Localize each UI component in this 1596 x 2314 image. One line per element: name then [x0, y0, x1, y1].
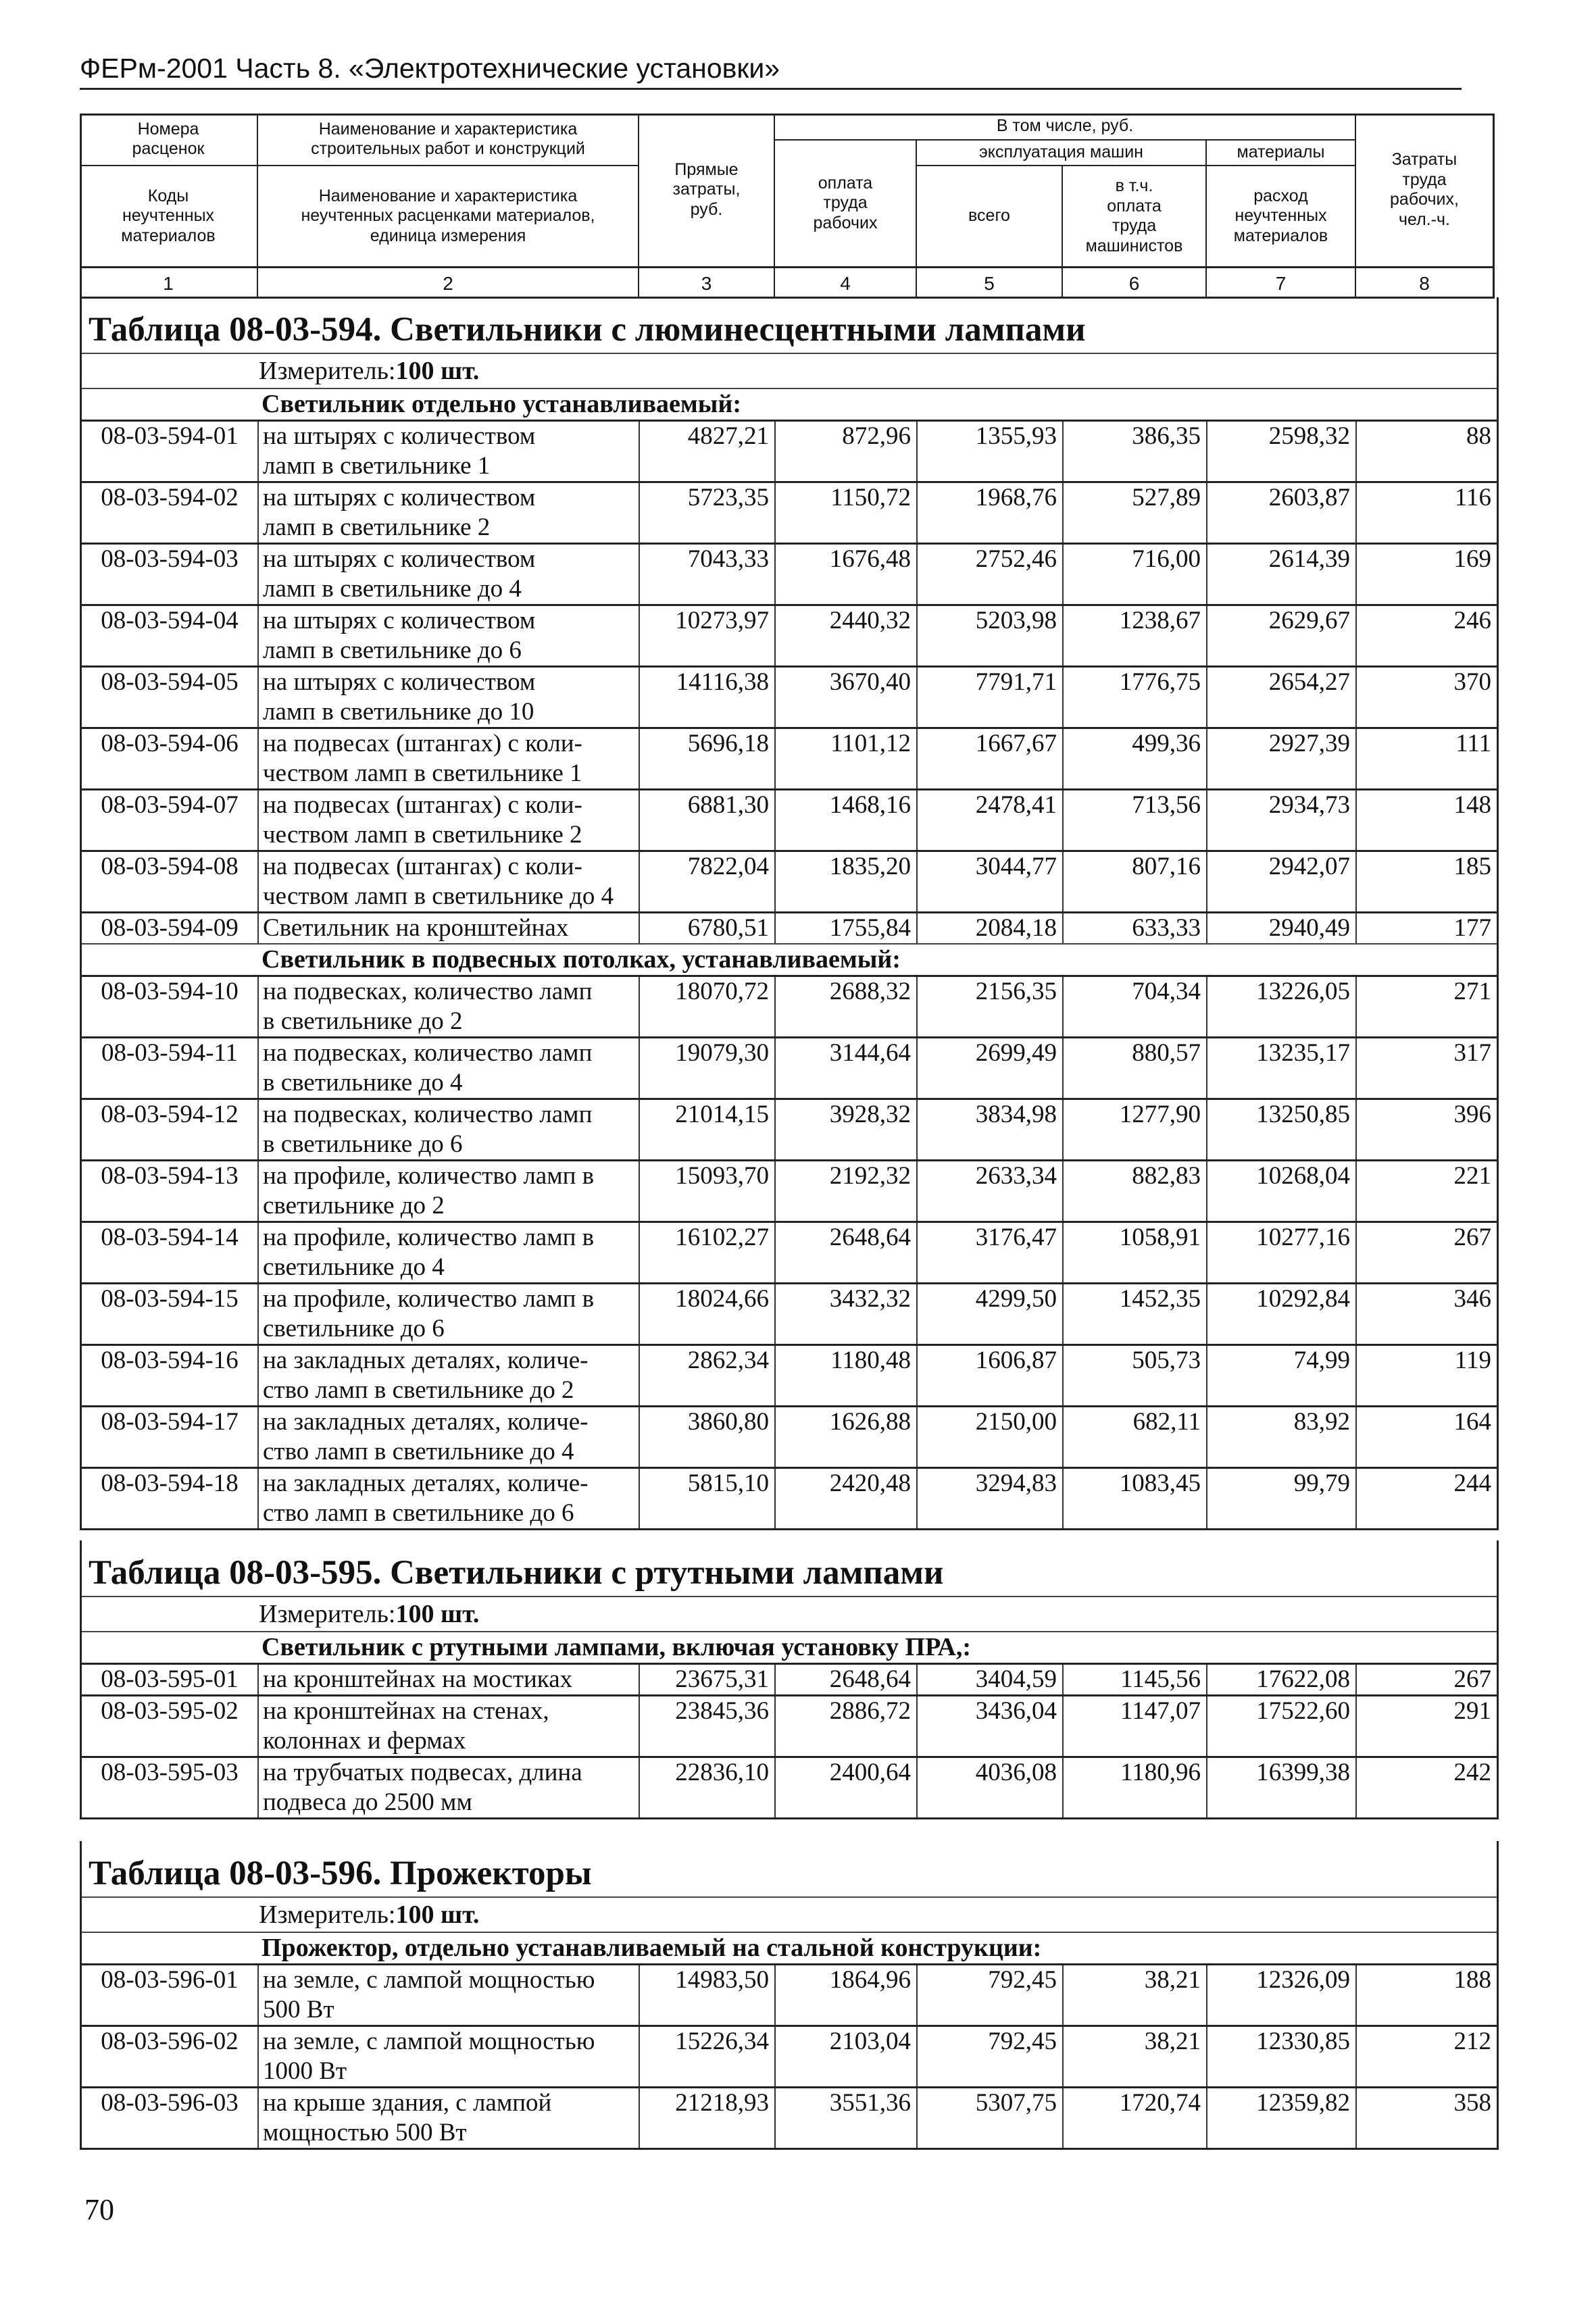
- measure-value: 100 шт.: [395, 357, 480, 385]
- direct-costs: 19079,30: [640, 1038, 776, 1098]
- measure-row: [82, 1596, 1497, 1631]
- column-number: 1: [163, 273, 174, 295]
- work-description: на крыше здания, с лампой мощностью 500 Вт: [259, 2088, 640, 2148]
- machines-total: 2150,00: [918, 1407, 1064, 1467]
- material-costs: 2598,32: [1207, 422, 1357, 481]
- machinist-pay: 38,21: [1064, 1965, 1207, 2025]
- labor-pay: 2648,64: [776, 1665, 918, 1694]
- header-material-name: Наименование и характеристика неучтенных расценками материалов, единица измерения: [301, 186, 595, 245]
- table-title: Таблица 08-03-596. Прожекторы: [89, 1855, 592, 1892]
- direct-costs: 18024,66: [640, 1284, 776, 1344]
- column-number: 7: [1275, 273, 1287, 295]
- measure-label: Измеритель:: [259, 1600, 396, 1628]
- table-row: [82, 2086, 1497, 2148]
- labor-pay: 1864,96: [776, 1965, 918, 2025]
- rate-code: 08-03-594-10: [82, 977, 259, 1036]
- machinist-pay: 505,73: [1064, 1346, 1207, 1405]
- machinist-pay: 633,33: [1064, 913, 1207, 943]
- column-number: 5: [984, 273, 995, 295]
- table-title: Таблица 08-03-595. Светильники с ртутными лампами: [89, 1554, 944, 1592]
- direct-costs: 5696,18: [640, 729, 776, 788]
- direct-costs: 7822,04: [640, 852, 776, 911]
- rate-code: 08-03-596-03: [82, 2088, 259, 2148]
- machines-total: 3176,47: [918, 1223, 1064, 1282]
- rate-code: 08-03-594-11: [82, 1038, 259, 1098]
- work-description: на штырях с количеством ламп в светильнике до 6: [259, 606, 640, 665]
- table-row: [82, 1756, 1497, 1817]
- direct-costs: 6780,51: [640, 913, 776, 943]
- table-row: [82, 665, 1497, 727]
- labor-pay: 3670,40: [776, 668, 918, 727]
- work-description: на закладных деталях, количе- ство ламп в светильнике до 2: [259, 1346, 640, 1405]
- material-costs: 2654,27: [1207, 668, 1357, 727]
- labor-hours: 119: [1454, 1347, 1491, 1374]
- direct-costs: 7043,33: [640, 545, 776, 604]
- direct-costs: 14983,50: [640, 1965, 776, 2025]
- rate-table: [80, 1841, 1499, 2150]
- table-row: [82, 481, 1497, 543]
- rate-code: 08-03-594-04: [82, 606, 259, 665]
- labor-pay: 2688,32: [776, 977, 918, 1036]
- labor-pay: 2440,32: [776, 606, 918, 665]
- machines-total: 5307,75: [918, 2088, 1064, 2148]
- material-costs: 10268,04: [1207, 1161, 1357, 1221]
- labor-hours: 185: [1453, 853, 1491, 880]
- rate-code: 08-03-594-02: [82, 483, 259, 543]
- rate-code: 08-03-594-01: [82, 422, 259, 481]
- labor-pay: 2420,48: [776, 1469, 918, 1528]
- machinist-pay: 716,00: [1064, 545, 1207, 604]
- machinist-pay: 1776,75: [1064, 668, 1207, 727]
- header-labor-hours: Затраты труда рабочих, чел.-ч.: [1390, 150, 1459, 229]
- labor-pay: 1180,48: [776, 1346, 918, 1405]
- table-row: [82, 975, 1497, 1036]
- labor-pay: 2886,72: [776, 1696, 918, 1756]
- labor-hours: 244: [1453, 1469, 1491, 1497]
- group-heading: Светильник с ртутными лампами, включая установку ПРА,:: [82, 1631, 1497, 1663]
- measure-value: 100 шт.: [395, 1901, 480, 1929]
- machinist-pay: 1180,96: [1064, 1758, 1207, 1817]
- material-costs: 2614,39: [1207, 545, 1357, 604]
- table-title: Таблица 08-03-594. Светильники с люминесцентными лампами: [89, 311, 1086, 349]
- machinist-pay: 713,56: [1064, 790, 1207, 850]
- labor-hours: 164: [1453, 1408, 1491, 1436]
- machines-total: 2699,49: [918, 1038, 1064, 1098]
- machinist-pay: 386,35: [1064, 422, 1207, 481]
- table-row: [82, 911, 1497, 943]
- work-description: на подвесах (штангах) с коли- чеством ламп в светильнике 1: [259, 729, 640, 788]
- labor-pay: 3144,64: [776, 1038, 918, 1098]
- table-row: [82, 1344, 1497, 1405]
- machinist-pay: 527,89: [1064, 483, 1207, 543]
- machinist-pay: 882,83: [1064, 1161, 1207, 1221]
- table-row: [82, 420, 1497, 481]
- rate-code: 08-03-596-02: [82, 2027, 259, 2086]
- labor-pay: 3928,32: [776, 1100, 918, 1159]
- table-row: [82, 1405, 1497, 1467]
- machines-total: 2156,35: [918, 977, 1064, 1036]
- table-row: [82, 1036, 1497, 1098]
- work-description: на кронштейнах на мостиках: [259, 1665, 640, 1694]
- header-machines-group: эксплуатация машин: [979, 143, 1143, 162]
- labor-hours: 169: [1453, 545, 1491, 573]
- material-costs: 16399,38: [1207, 1758, 1357, 1817]
- labor-pay: 1676,48: [776, 545, 918, 604]
- labor-pay: 1150,72: [776, 483, 918, 543]
- work-description: на подвесах (штангах) с коли- чеством ламп в светильнике 2: [259, 790, 640, 850]
- table-row: [82, 1694, 1497, 1756]
- material-costs: 10277,16: [1207, 1223, 1357, 1282]
- direct-costs: 21014,15: [640, 1100, 776, 1159]
- measure-value: 100 шт.: [395, 1600, 480, 1628]
- work-description: на кронштейнах на стенах, колоннах и фермах: [259, 1696, 640, 1756]
- machinist-pay: 1145,56: [1064, 1665, 1207, 1694]
- work-description: на закладных деталях, количе- ство ламп в светильнике до 6: [259, 1469, 640, 1528]
- labor-hours: 221: [1453, 1162, 1491, 1190]
- material-costs: 83,92: [1207, 1407, 1357, 1467]
- labor-hours: 111: [1455, 730, 1491, 757]
- rate-code: 08-03-594-14: [82, 1223, 259, 1282]
- material-costs: 13226,05: [1207, 977, 1357, 1036]
- machines-total: 792,45: [918, 2027, 1064, 2086]
- labor-pay: 2648,64: [776, 1223, 918, 1282]
- material-costs: 2629,67: [1207, 606, 1357, 665]
- labor-pay: 872,96: [776, 422, 918, 481]
- labor-hours: 188: [1453, 1966, 1491, 1994]
- table-row: [82, 1159, 1497, 1221]
- rate-code: 08-03-596-01: [82, 1965, 259, 2025]
- direct-costs: 23845,36: [640, 1696, 776, 1756]
- labor-pay: 1835,20: [776, 852, 918, 911]
- machinist-pay: 682,11: [1064, 1407, 1207, 1467]
- machinist-pay: 1452,35: [1064, 1284, 1207, 1344]
- machines-total: 3436,04: [918, 1696, 1064, 1756]
- header-labor-pay: оплата труда рабочих: [813, 173, 878, 232]
- column-number: 2: [443, 273, 453, 295]
- material-costs: 74,99: [1207, 1346, 1357, 1405]
- machines-total: 4036,08: [918, 1758, 1064, 1817]
- work-description: на подвесках, количество ламп в светильнике до 4: [259, 1038, 640, 1098]
- machinist-pay: 1277,90: [1064, 1100, 1207, 1159]
- machines-total: 1355,93: [918, 422, 1064, 481]
- rate-code: 08-03-594-06: [82, 729, 259, 788]
- machinist-pay: 880,57: [1064, 1038, 1207, 1098]
- labor-pay: 1101,12: [776, 729, 918, 788]
- work-description: на профиле, количество ламп в светильнике до 2: [259, 1161, 640, 1221]
- material-costs: 12330,85: [1207, 2027, 1357, 2086]
- labor-hours: 246: [1453, 607, 1491, 634]
- labor-hours: 177: [1453, 914, 1491, 942]
- machines-total: 1606,87: [918, 1346, 1064, 1405]
- direct-costs: 18070,72: [640, 977, 776, 1036]
- work-description: на подвесах (штангах) с коли- чеством ламп в светильнике до 4: [259, 852, 640, 911]
- work-description: на профиле, количество ламп в светильнике до 4: [259, 1223, 640, 1282]
- table-row: [82, 1098, 1497, 1159]
- machines-total: 3404,59: [918, 1665, 1064, 1694]
- labor-pay: 3551,36: [776, 2088, 918, 2148]
- header-machines-total: всего: [968, 206, 1010, 226]
- labor-hours: 116: [1454, 484, 1491, 511]
- labor-hours: 346: [1453, 1285, 1491, 1313]
- material-costs: 10292,84: [1207, 1284, 1357, 1344]
- material-costs: 2942,07: [1207, 852, 1357, 911]
- material-costs: 17522,60: [1207, 1696, 1357, 1756]
- machinist-pay: 1147,07: [1064, 1696, 1207, 1756]
- work-description: на земле, с лампой мощностью 500 Вт: [259, 1965, 640, 2025]
- table-row: [82, 1221, 1497, 1282]
- direct-costs: 23675,31: [640, 1665, 776, 1694]
- machines-total: 1968,76: [918, 483, 1064, 543]
- rate-code: 08-03-594-13: [82, 1161, 259, 1221]
- table-row: [82, 2025, 1497, 2086]
- direct-costs: 15226,34: [640, 2027, 776, 2086]
- header-work-name: Наименование и характеристика строительных работ и конструкций: [311, 119, 585, 158]
- machines-total: 4299,50: [918, 1284, 1064, 1344]
- machinist-pay: 1083,45: [1064, 1469, 1207, 1528]
- direct-costs: 14116,38: [640, 668, 776, 727]
- machinist-pay: 807,16: [1064, 852, 1207, 911]
- rate-code: 08-03-595-02: [82, 1696, 259, 1756]
- header-material-codes: Коды неучтенных материалов: [121, 186, 216, 245]
- measure-row: [82, 1896, 1497, 1932]
- header-including-group: В том числе, руб.: [996, 116, 1134, 136]
- labor-hours: 267: [1453, 1224, 1491, 1251]
- machines-total: 3294,83: [918, 1469, 1064, 1528]
- table-row: [82, 543, 1497, 604]
- header-direct-costs: Прямые затраты, руб.: [672, 159, 741, 219]
- direct-costs: 5723,35: [640, 483, 776, 543]
- material-costs: 2940,49: [1207, 913, 1357, 943]
- rate-code: 08-03-594-07: [82, 790, 259, 850]
- labor-pay: 1626,88: [776, 1407, 918, 1467]
- machines-total: 2478,41: [918, 790, 1064, 850]
- column-number: 8: [1419, 273, 1430, 295]
- rate-code: 08-03-594-15: [82, 1284, 259, 1344]
- direct-costs: 2862,34: [640, 1346, 776, 1405]
- machines-total: 7791,71: [918, 668, 1064, 727]
- column-number: 6: [1128, 273, 1140, 295]
- labor-pay: 1755,84: [776, 913, 918, 943]
- labor-hours: 396: [1453, 1101, 1491, 1128]
- rate-table: [80, 297, 1499, 1530]
- material-costs: 2927,39: [1207, 729, 1357, 788]
- direct-costs: 6881,30: [640, 790, 776, 850]
- work-description: на подвесках, количество ламп в светильнике до 6: [259, 1100, 640, 1159]
- labor-hours: 358: [1453, 2089, 1491, 2117]
- direct-costs: 21218,93: [640, 2088, 776, 2148]
- page-number: 70: [84, 2193, 114, 2226]
- machinist-pay: 38,21: [1064, 2027, 1207, 2086]
- labor-hours: 148: [1453, 791, 1491, 819]
- machinist-pay: 704,34: [1064, 977, 1207, 1036]
- labor-hours: 317: [1453, 1039, 1491, 1067]
- table-row: [82, 1282, 1497, 1344]
- header-machinist-pay: в т.ч. оплата труда машинистов: [1085, 176, 1183, 255]
- work-description: на профиле, количество ламп в светильнике до 6: [259, 1284, 640, 1344]
- measure-row: [82, 353, 1497, 388]
- direct-costs: 4827,21: [640, 422, 776, 481]
- labor-pay: 2192,32: [776, 1161, 918, 1221]
- machinist-pay: 499,36: [1064, 729, 1207, 788]
- table-row: [82, 1963, 1497, 2025]
- machinist-pay: 1238,67: [1064, 606, 1207, 665]
- work-description: на штырях с количеством ламп в светильнике 1: [259, 422, 640, 481]
- group-heading: Прожектор, отдельно устанавливаемый на стальной конструкции:: [82, 1932, 1497, 1963]
- work-description: на земле, с лампой мощностью 1000 Вт: [259, 2027, 640, 2086]
- rate-code: 08-03-594-17: [82, 1407, 259, 1467]
- material-costs: 13250,85: [1207, 1100, 1357, 1159]
- page-header: ФЕРм-2001 Часть 8. «Электротехнические установки»: [80, 53, 780, 84]
- group-heading: Светильник отдельно устанавливаемый:: [82, 388, 1497, 420]
- material-costs: 13235,17: [1207, 1038, 1357, 1098]
- labor-hours: 88: [1466, 422, 1491, 450]
- rate-code: 08-03-594-05: [82, 668, 259, 727]
- header-rule: [80, 88, 1462, 90]
- material-costs: 2603,87: [1207, 483, 1357, 543]
- direct-costs: 15093,70: [640, 1161, 776, 1221]
- rate-code: 08-03-594-08: [82, 852, 259, 911]
- header-materials-group: материалы: [1237, 143, 1325, 162]
- direct-costs: 16102,27: [640, 1223, 776, 1282]
- labor-hours: 271: [1453, 978, 1491, 1005]
- rate-code: 08-03-595-01: [82, 1665, 259, 1694]
- rate-code: 08-03-594-09: [82, 913, 259, 943]
- labor-hours: 242: [1453, 1759, 1491, 1786]
- machines-total: 3044,77: [918, 852, 1064, 911]
- machines-total: 5203,98: [918, 606, 1064, 665]
- rate-code: 08-03-594-03: [82, 545, 259, 604]
- header-codes: Номера расценок: [132, 119, 205, 158]
- direct-costs: 10273,97: [640, 606, 776, 665]
- header-material-use: расход неучтенных материалов: [1233, 186, 1328, 245]
- labor-pay: 2103,04: [776, 2027, 918, 2086]
- machinist-pay: 1720,74: [1064, 2088, 1207, 2148]
- rate-table: [80, 1540, 1499, 1819]
- machines-total: 2752,46: [918, 545, 1064, 604]
- direct-costs: 22836,10: [640, 1758, 776, 1817]
- labor-hours: 212: [1453, 2028, 1491, 2055]
- table-row: [82, 850, 1497, 911]
- machines-total: 1667,67: [918, 729, 1064, 788]
- group-heading: Светильник в подвесных потолках, устанавливаемый:: [82, 943, 1497, 975]
- labor-hours: 370: [1453, 668, 1491, 696]
- column-number: 3: [701, 273, 712, 295]
- material-costs: 12359,82: [1207, 2088, 1357, 2148]
- work-description: на закладных деталях, количе- ство ламп в светильнике до 4: [259, 1407, 640, 1467]
- direct-costs: 3860,80: [640, 1407, 776, 1467]
- table-row: [82, 1467, 1497, 1528]
- table-row: [82, 727, 1497, 788]
- material-costs: 12326,09: [1207, 1965, 1357, 2025]
- machines-total: 2633,34: [918, 1161, 1064, 1221]
- measure-label: Измеритель:: [259, 357, 396, 385]
- labor-hours: 267: [1453, 1665, 1491, 1693]
- material-costs: 17622,08: [1207, 1665, 1357, 1694]
- work-description: на штырях с количеством ламп в светильнике до 4: [259, 545, 640, 604]
- measure-label: Измеритель:: [259, 1901, 396, 1929]
- work-description: на подвесках, количество ламп в светильнике до 2: [259, 977, 640, 1036]
- work-description: Светильник на кронштейнах: [259, 913, 640, 943]
- work-description: на трубчатых подвесах, длина подвеса до 2500 мм: [259, 1758, 640, 1817]
- labor-pay: 2400,64: [776, 1758, 918, 1817]
- work-description: на штырях с количеством ламп в светильнике 2: [259, 483, 640, 543]
- machinist-pay: 1058,91: [1064, 1223, 1207, 1282]
- labor-hours: 291: [1453, 1697, 1491, 1725]
- table-row: [82, 604, 1497, 665]
- table-row: [82, 788, 1497, 850]
- rate-code: 08-03-594-18: [82, 1469, 259, 1528]
- direct-costs: 5815,10: [640, 1469, 776, 1528]
- material-costs: 2934,73: [1207, 790, 1357, 850]
- rate-code: 08-03-595-03: [82, 1758, 259, 1817]
- table-row: [82, 1663, 1497, 1694]
- column-header: [80, 114, 1495, 297]
- labor-pay: 3432,32: [776, 1284, 918, 1344]
- rate-code: 08-03-594-12: [82, 1100, 259, 1159]
- rate-code: 08-03-594-16: [82, 1346, 259, 1405]
- column-number: 4: [840, 273, 851, 295]
- machines-total: 3834,98: [918, 1100, 1064, 1159]
- machines-total: 2084,18: [918, 913, 1064, 943]
- material-costs: 99,79: [1207, 1469, 1357, 1528]
- machines-total: 792,45: [918, 1965, 1064, 2025]
- work-description: на штырях с количеством ламп в светильнике до 10: [259, 668, 640, 727]
- labor-pay: 1468,16: [776, 790, 918, 850]
